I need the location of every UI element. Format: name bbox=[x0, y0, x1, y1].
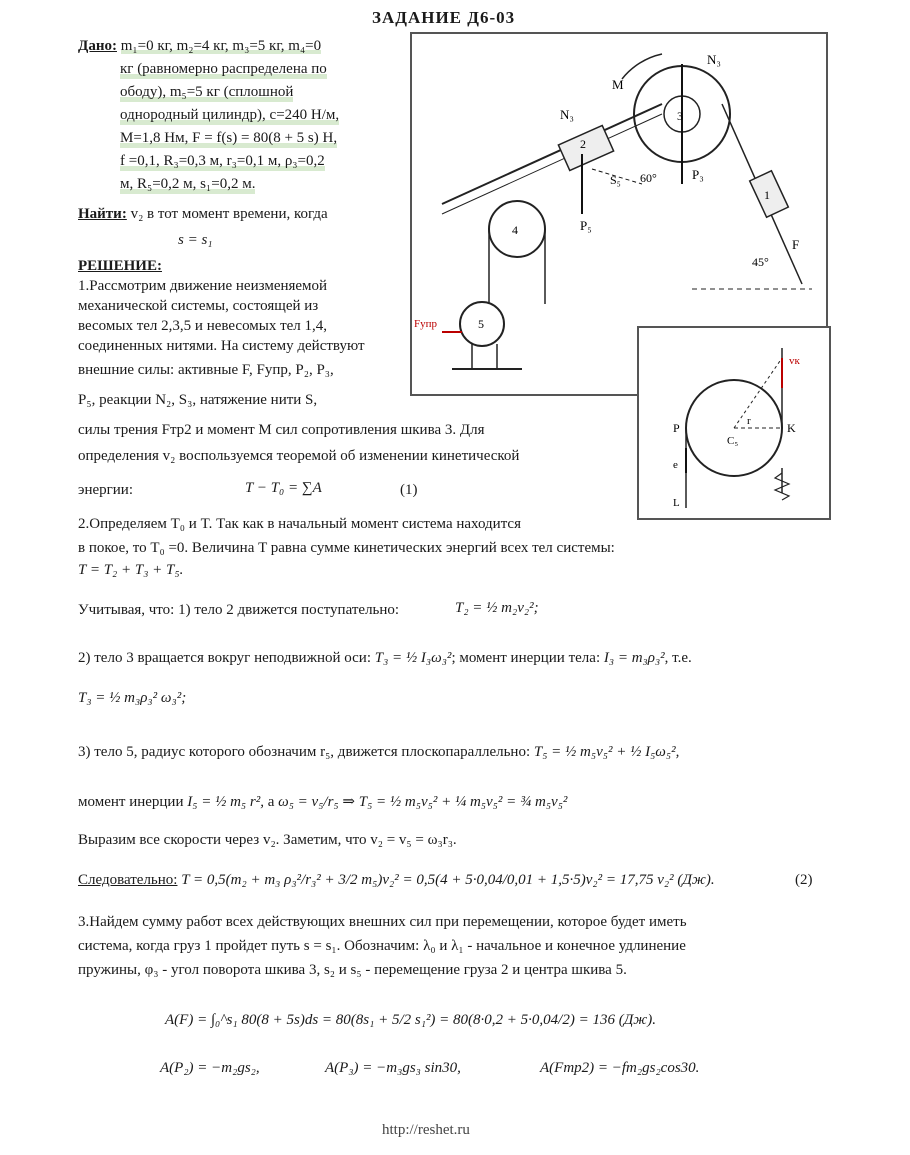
energy-label: энергии: bbox=[78, 482, 133, 498]
label-num4: 4 bbox=[512, 223, 518, 237]
label-num5: 5 bbox=[478, 317, 484, 331]
formula-I5: I₅ = ½ m₅ r², bbox=[187, 794, 264, 810]
step2-line-1: в покое, то T₀ =0. Величина T равна сумме кинетических энергий всех тел системы: bbox=[78, 540, 615, 556]
label-num1: 1 bbox=[764, 188, 770, 202]
item2-line bbox=[78, 648, 692, 668]
label-num2: 2 bbox=[580, 137, 586, 151]
inset-label-L: L bbox=[673, 497, 680, 509]
page-title: ЗАДАНИЕ Д6-03 bbox=[372, 8, 516, 27]
equation-T: T = 0,5(m₂ + m₃ ρ₃²/r₃² + 3/2 m₅)v₂² = 0,5(4 + 5·0,04/0,01 + 1,5·5)v₂² = 17,75 v₂² (Дж). bbox=[181, 872, 715, 888]
inset-figure bbox=[637, 326, 831, 520]
label-P3: P₃ bbox=[692, 167, 704, 182]
sum-T: T = T₂ + T₃ + T₅. bbox=[78, 562, 184, 578]
item3-line bbox=[78, 742, 679, 762]
work-Ftr: A(Fтр2) = −fm₂gs₂cos30. bbox=[540, 1060, 700, 1076]
inset-label-e: e bbox=[673, 459, 678, 471]
label-N2: N₃ bbox=[560, 107, 574, 122]
label-Fupr: Fупр bbox=[414, 318, 438, 330]
formula-T5b: T₅ = ½ m₅v₅² + ¼ m₅v₅² = ¾ m₅v₅² bbox=[358, 794, 568, 810]
item3-text-c: а bbox=[267, 794, 275, 810]
label-s5: S₅ bbox=[610, 173, 621, 187]
step3-line-2: пружины, φ₃ - угол поворота шкива 3, s₂ и s₅ - перемещение груза 2 и центра шкива 5. bbox=[78, 962, 627, 978]
given-label: Дано: bbox=[78, 38, 117, 54]
given-line-6: м, R₅=0,2 м, s₁=0,2 м. bbox=[120, 176, 256, 192]
equation-1-number: (1) bbox=[400, 482, 418, 498]
item2-text-c: , т.е. bbox=[664, 650, 692, 666]
item3-text-a: 3) тело 5, радиус которого обозначим r₅, движется плоскопараллельно: bbox=[78, 744, 531, 760]
step1-line-6: силы трения Fтр2 и момент M сил сопротивления шкива 3. Для bbox=[78, 422, 485, 438]
find-block bbox=[78, 204, 328, 224]
step2-line-0: 2.Определяем T₀ и T. Так как в начальный момент система находится bbox=[78, 516, 521, 532]
step1-line-0: 1.Рассмотрим движение неизменяемой bbox=[78, 278, 328, 294]
block-2 bbox=[558, 125, 613, 170]
inset-label-r: r bbox=[747, 415, 751, 427]
label-60deg: 60° bbox=[640, 171, 657, 185]
given-line-0: m₁=0 кг, m₂=4 кг, m₃=5 кг, m₄=0 bbox=[120, 38, 322, 54]
formula-I3: I₃ = m₃ρ₃² bbox=[603, 650, 665, 666]
inset-label-vK: vк bbox=[789, 355, 800, 367]
consider-text: Учитывая, что: 1) тело 2 движется поступательно: bbox=[78, 602, 400, 618]
step3-line-0: 3.Найдем сумму работ всех действующих внешних сил при перемещении, которое будет иметь bbox=[78, 914, 687, 930]
footer-url: http://reshet.ru bbox=[382, 1122, 470, 1138]
work-P2: A(P₂) = −m₂gs₂, bbox=[160, 1060, 260, 1076]
inclined-plane-left-2 bbox=[442, 114, 662, 214]
inset-diagram bbox=[639, 328, 829, 518]
label-P5: P₅ bbox=[580, 218, 592, 233]
inset-label-P: P bbox=[673, 421, 680, 435]
inset-label-C: C₅ bbox=[727, 435, 739, 447]
step1-line-4: внешние силы: активные F, Fупр, P₂, P₃, bbox=[78, 362, 334, 378]
find-line-1: v₂ в тот момент времени, когда bbox=[130, 206, 328, 222]
moment-arrow bbox=[622, 54, 662, 79]
label-M: M bbox=[612, 77, 624, 92]
work-P3: A(P₃) = −m₃gs₃ sin30, bbox=[325, 1060, 461, 1076]
step1-line-2: весомых тел 2,3,5 и невесомых тел 1,4, bbox=[78, 318, 328, 334]
equation-2-number: (2) bbox=[795, 872, 813, 888]
label-N3: N₃ bbox=[707, 52, 721, 67]
given-line-1: кг (равномерно распределена по bbox=[120, 61, 327, 77]
label-num3: 3 bbox=[677, 109, 683, 123]
given-line-3: однородный цилиндр), c=240 Н/м, bbox=[120, 107, 340, 123]
solution-label: РЕШЕНИЕ: bbox=[78, 258, 162, 274]
formula-T3a: T₃ = ½ I₃ω₃² bbox=[374, 650, 452, 666]
formula-T2: T₂ = ½ m₂v₂²; bbox=[455, 600, 539, 616]
express-text: Выразим все скорости через v₂. Заметим, что v₂ = v₅ = ω₃r₃. bbox=[78, 832, 457, 848]
item3-text-b: момент инерции bbox=[78, 794, 184, 810]
step3-line-1: система, когда груз 1 пройдет путь s = s₁. Обозначим: λ₀ и λ₁ - начальное и конечное удлинение bbox=[78, 938, 686, 954]
item3-text-d: ⇒ bbox=[342, 794, 355, 810]
label-F: F bbox=[792, 237, 800, 252]
item2-text-a: 2) тело 3 вращается вокруг неподвижной оси: bbox=[78, 650, 371, 666]
label-45deg: 45° bbox=[752, 255, 769, 269]
consequently-label: Следовательно: bbox=[78, 872, 178, 888]
step1-line-1: механической системы, состоящей из bbox=[78, 298, 319, 314]
given-block bbox=[78, 36, 321, 56]
step1-line-7: определения v₂ воспользуемся теоремой об изменении кинетической bbox=[78, 448, 520, 464]
inset-label-K: K bbox=[787, 421, 796, 435]
given-line-2: ободу), m₅=5 кг (сплошной bbox=[120, 84, 294, 100]
find-line-2: s = s₁ bbox=[178, 232, 213, 248]
find-label: Найти: bbox=[78, 206, 127, 222]
step1-line-3: соединенных нитями. На систему действуют bbox=[78, 338, 365, 354]
work-F: A(F) = ∫₀^s₁ 80(8 + 5s)ds = 80(8s₁ + 5/2 s₁²) = 80(8·0,2 + 5·0,04/2) = 136 (Дж). bbox=[165, 1012, 656, 1028]
inclined-plane-left bbox=[442, 104, 662, 204]
item3-line-2 bbox=[78, 792, 567, 812]
formula-T5a: T₅ = ½ m₅v₅² + ½ I₅ω₅², bbox=[533, 744, 680, 760]
inset-velocity-line bbox=[734, 358, 782, 428]
equation-1: T − T₀ = ∑A bbox=[245, 480, 322, 496]
formula-T3b: T₃ = ½ m₃ρ₃² ω₃²; bbox=[78, 690, 187, 706]
item2-text-b: ; момент инерции тела: bbox=[451, 650, 601, 666]
given-line-5: f =0,1, R₃=0,3 м, r₃=0,1 м, ρ₃=0,2 bbox=[120, 153, 325, 169]
step1-line-5: P₅, реакции N₂, S₃, натяжение нити S, bbox=[78, 392, 318, 408]
given-line-4: M=1,8 Нм, F = f(s) = 80(8 + 5 s) Н, bbox=[120, 130, 338, 146]
formula-omega5: ω₅ = v₅/r₅ bbox=[278, 794, 339, 810]
equation-2-line bbox=[78, 870, 715, 890]
